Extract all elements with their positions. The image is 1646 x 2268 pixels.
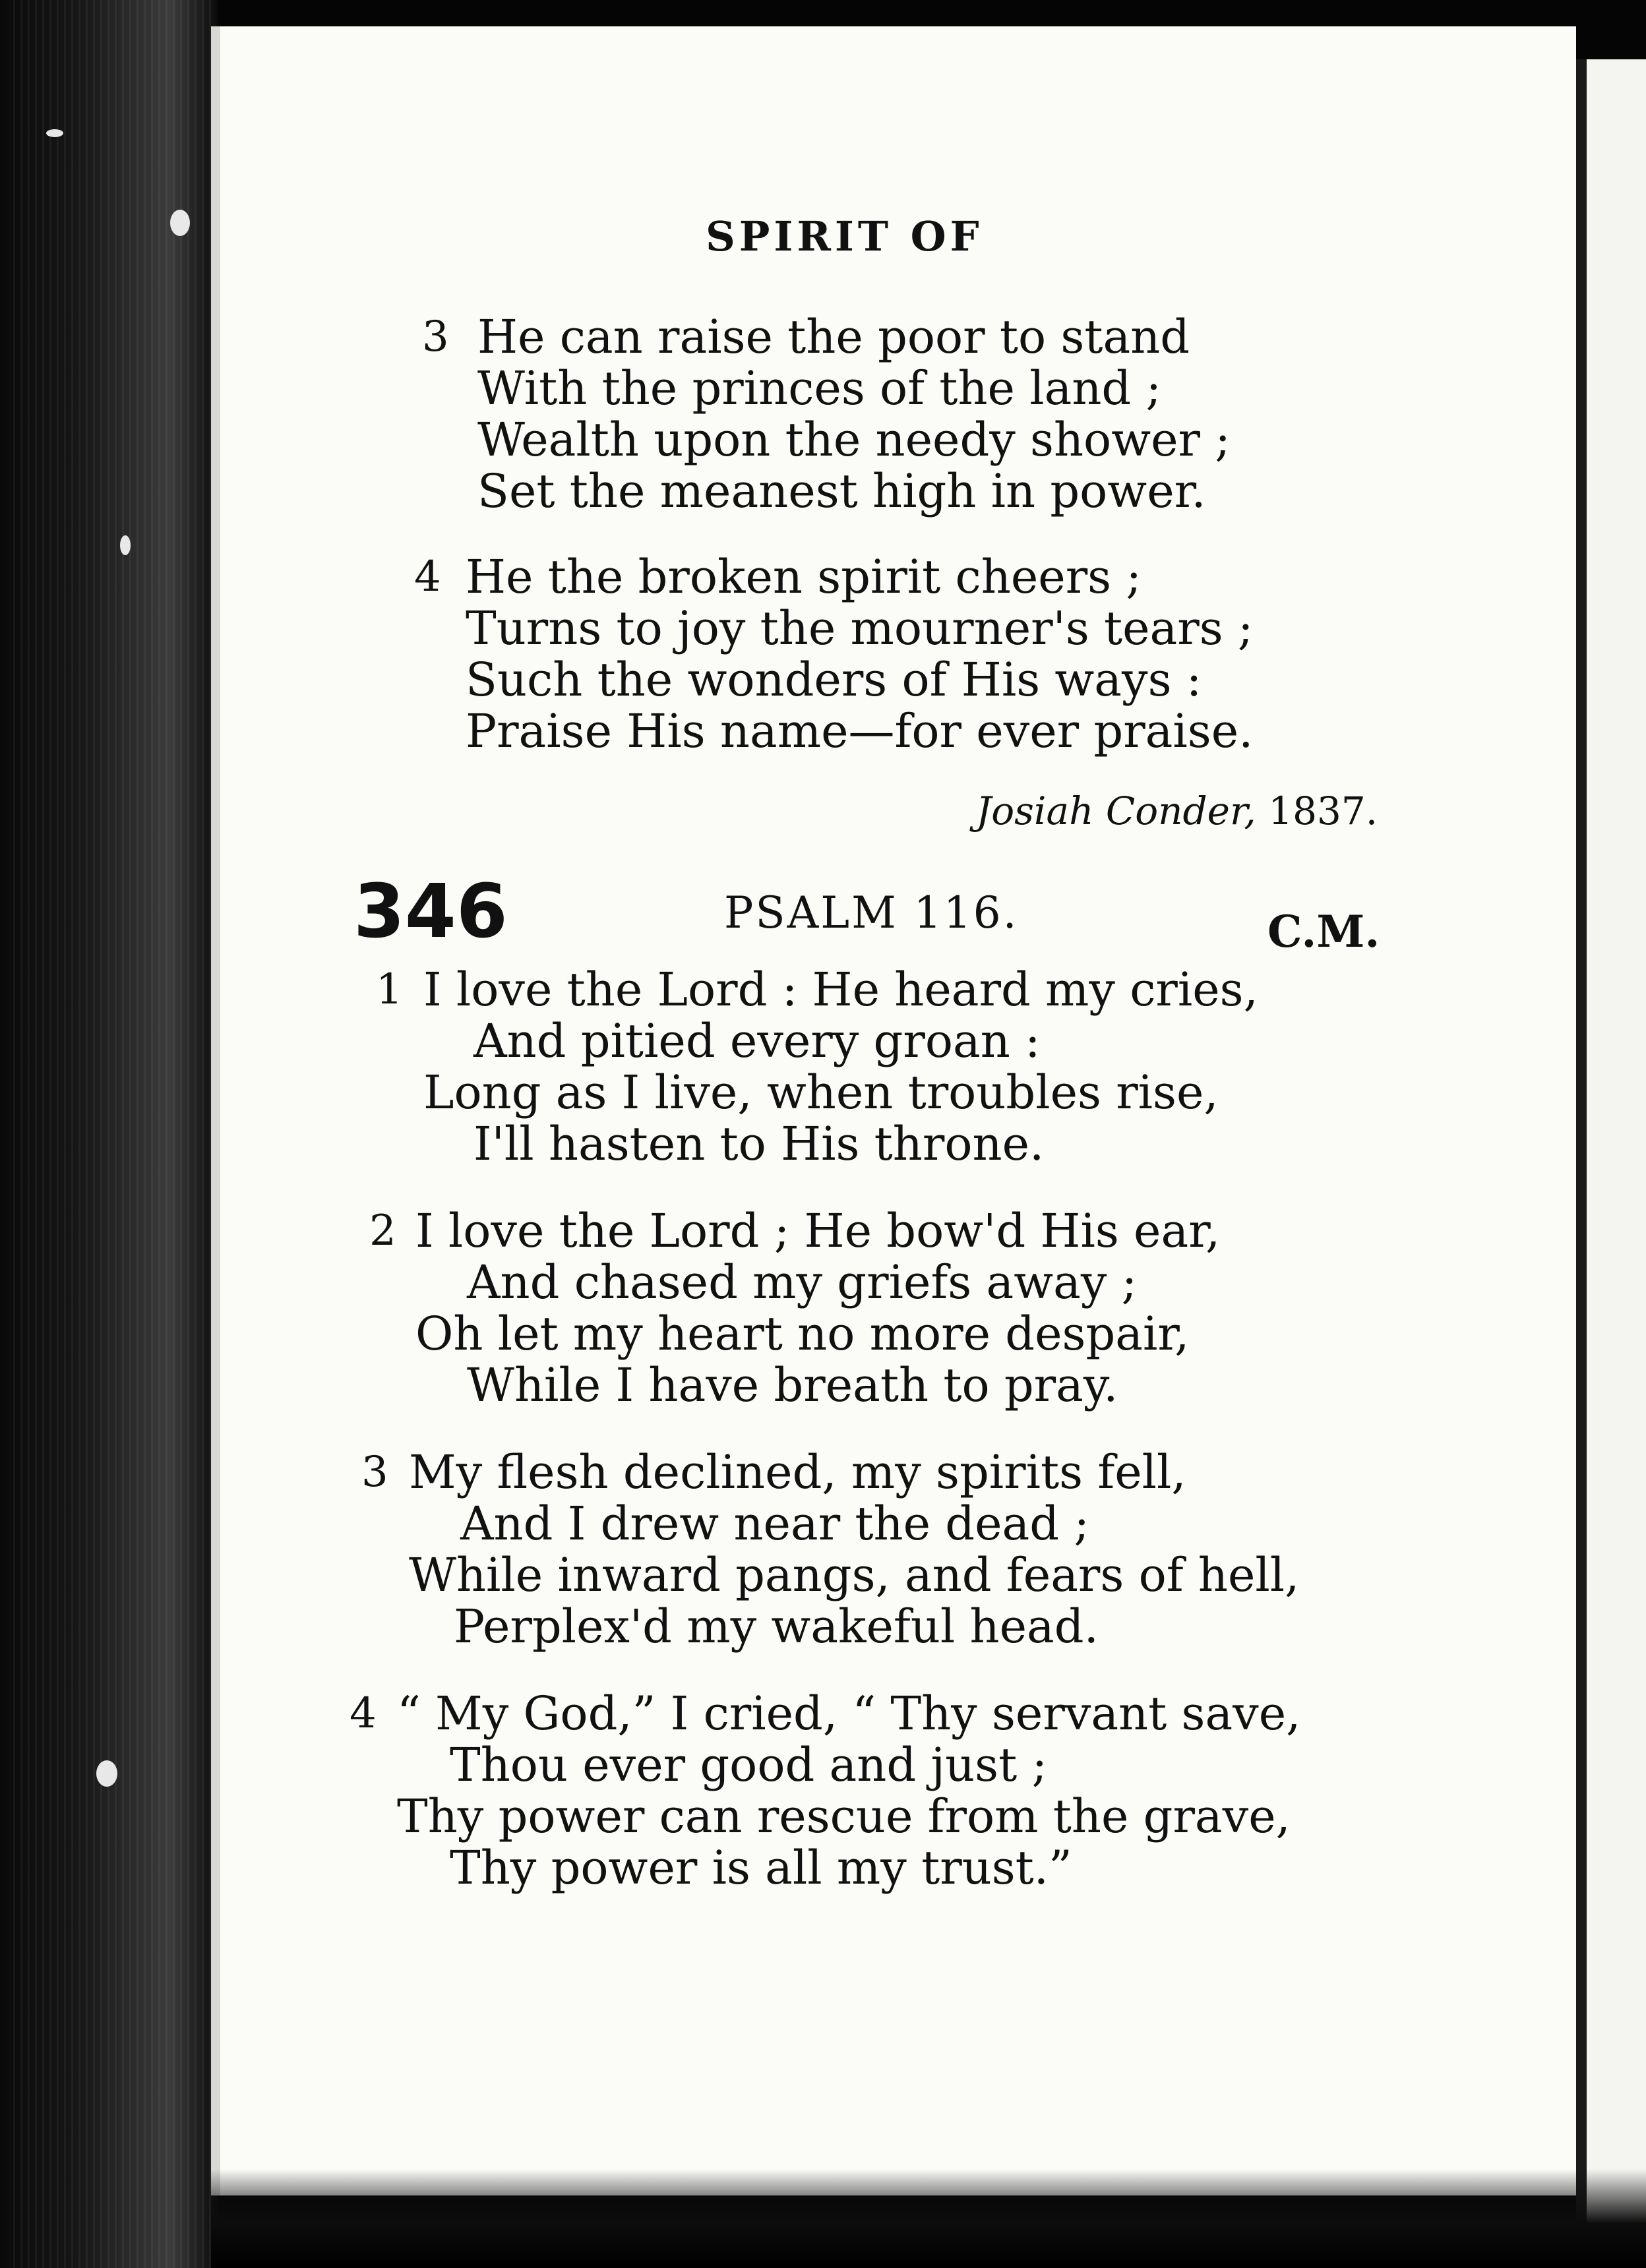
attribution-author: Josiah Conder, [976, 789, 1256, 833]
verse-line: Praise His name—for ever praise. [466, 704, 1254, 758]
verse-line: Thy power can rescue from the grave, [397, 1789, 1291, 1843]
page-bottom-shadow [211, 2169, 1646, 2268]
spine-texture [13, 0, 211, 2268]
verse-line: My flesh declined, my spirits fell, [409, 1445, 1186, 1499]
verse-line: I love the Lord ; He bow'd His ear, [415, 1204, 1221, 1258]
running-head: SPIRIT OF [706, 212, 983, 260]
stanza-number: 2 [369, 1207, 396, 1255]
attribution-year: 1837. [1268, 789, 1378, 833]
dust-speck [46, 129, 63, 137]
verse-line: Oh let my heart no more despair, [415, 1307, 1190, 1361]
hymn-stanza-1 [376, 963, 1258, 1171]
stanza-number: 4 [350, 1689, 377, 1738]
dust-speck [170, 210, 190, 236]
hymn-stanza-2 [369, 1204, 1221, 1412]
stanza-number: 3 [361, 1448, 388, 1497]
stanza-number: 3 [422, 313, 449, 361]
verse-line: And pitied every groan : [473, 1014, 1041, 1068]
verse-line: With the princes of the land ; [477, 361, 1162, 415]
verse-line: Thy power is all my trust.” [450, 1841, 1072, 1895]
previous-hymn-stanza-3 [422, 310, 1231, 518]
hymn-attribution [976, 789, 1378, 833]
hymn-meter: C.M. [1267, 906, 1380, 957]
dust-speck [96, 1760, 117, 1787]
hymn-title: PSALM 116. [724, 887, 1019, 938]
verse-line: Thou ever good and just ; [450, 1738, 1048, 1792]
verse-line: While I have breath to pray. [467, 1358, 1118, 1412]
verse-line: Such the wonders of His ways : [466, 653, 1202, 707]
verse-line: And I drew near the dead ; [460, 1497, 1089, 1551]
verse-line: And chased my griefs away ; [467, 1255, 1138, 1309]
book-spine [0, 0, 218, 2268]
verse-line: I'll hasten to His throne. [473, 1117, 1045, 1171]
dust-speck [120, 535, 131, 555]
verse-line: Perplex'd my wakeful head. [454, 1599, 1099, 1654]
stanza-number: 1 [376, 965, 403, 1014]
verse-line: While inward pangs, and fears of hell, [409, 1548, 1300, 1602]
hymn-number: 346 [353, 869, 508, 955]
hymn-stanza-3 [361, 1445, 1300, 1654]
stanza-number: 4 [414, 552, 441, 601]
verse-line: Turns to joy the mourner's tears ; [466, 601, 1254, 655]
verse-line: He can raise the poor to stand [477, 310, 1190, 364]
adjacent-page-edge [1576, 59, 1646, 2235]
verse-line: Wealth upon the needy shower ; [477, 413, 1231, 467]
verse-line: He the broken spirit cheers ; [466, 550, 1142, 604]
previous-hymn-stanza-4 [414, 550, 1254, 758]
verse-line: I love the Lord : He heard my cries, [423, 963, 1258, 1017]
verse-line: Long as I live, when troubles rise, [423, 1065, 1219, 1119]
verse-line: Set the meanest high in power. [477, 464, 1206, 518]
hymn-stanza-4 [350, 1686, 1301, 1895]
verse-line: “ My God,” I cried, “ Thy servant save, [397, 1686, 1301, 1741]
